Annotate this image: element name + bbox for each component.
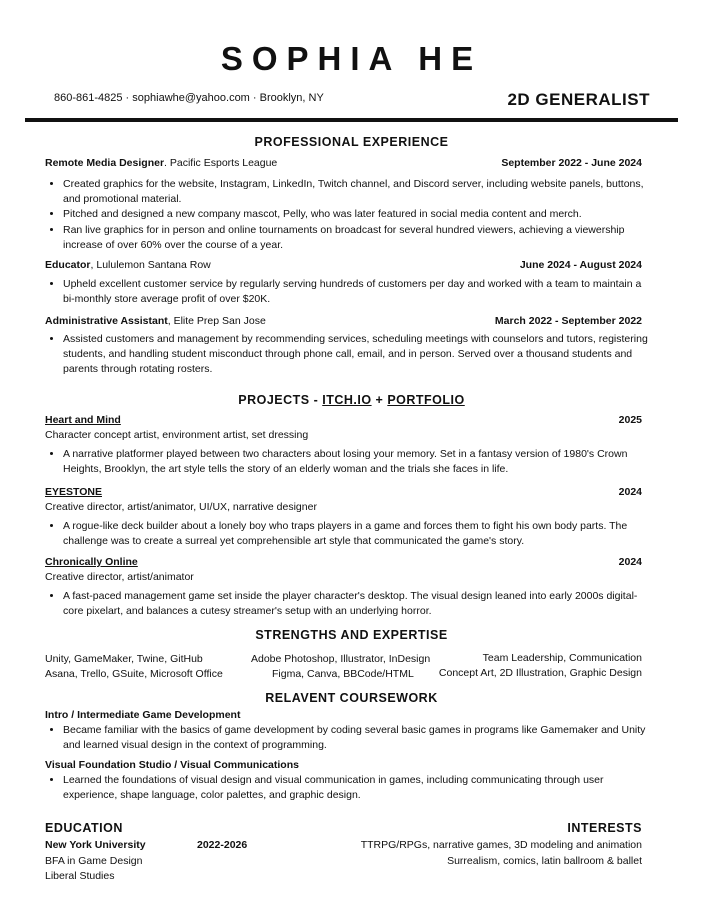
education-degree: BFA in Game Design bbox=[45, 855, 143, 867]
strengths-heading: STRENGTHS AND EXPERTISE bbox=[255, 628, 448, 642]
project-3-header bbox=[45, 556, 642, 568]
job-3-org: , Elite Prep San Jose bbox=[167, 315, 266, 327]
list-item: • Created graphics for the website, Instagram, LinkedIn, Twitch channel, and Discord server, including website panels, buttons, and promotional material. bbox=[63, 177, 653, 207]
list-item: • Assisted customers and management by recommending services, scheduling meetings with counselors and tutors, registering students, and handling student misconduct through phone call, email, and in person. Served over a thousand students and parents through rotating rosters. bbox=[63, 332, 653, 378]
projects-heading-joiner: + bbox=[371, 393, 388, 407]
project-1-title[interactable]: Heart and Mind bbox=[45, 414, 121, 426]
list-item: • A rogue-like deck builder about a lonely boy who traps players in a game and forces them to fight his own body parts. The challenge was to create a surreal yet comprehensible art style that communicated the game's story. bbox=[63, 519, 653, 549]
experience-heading: PROFESSIONAL EXPERIENCE bbox=[254, 135, 449, 149]
interests-line-2: Surrealism, comics, latin ballroom & ballet bbox=[447, 855, 642, 867]
skill-software-1: Unity, GameMaker, Twine, GitHub bbox=[45, 653, 203, 665]
header-divider bbox=[25, 118, 678, 122]
job-1-dates: September 2022 - June 2024 bbox=[501, 157, 642, 169]
job-title: 2D GENERALIST bbox=[507, 90, 650, 109]
list-item: • Learned the foundations of visual design and visual communication in games, including communicating through user experience, shape language, color palettes, and graphic design. bbox=[63, 773, 653, 803]
education-heading: EDUCATION bbox=[45, 821, 123, 835]
job-3-bullets bbox=[45, 332, 653, 378]
project-3-year: 2024 bbox=[618, 556, 642, 568]
course-1-title bbox=[45, 709, 240, 721]
job-3-dates: March 2022 - September 2022 bbox=[494, 315, 642, 327]
list-item: • A narrative platformer played between two characters about losing your memory. Set in a fantasy version of 1980's Crown Heights, Brooklyn, the art style tells the story of an elderly woman and the trials she faces in life. bbox=[63, 447, 653, 477]
education-years-text: 2022-2026 bbox=[197, 839, 248, 851]
itchio-link[interactable]: ITCH.IO bbox=[322, 393, 372, 407]
skill-design-1: Adobe Photoshop, Illustrator, InDesign bbox=[251, 653, 431, 665]
contact-line: 860-861-4825 · sophiawhe@yahoo.com · Brooklyn, NY bbox=[54, 92, 324, 104]
course-2-title bbox=[45, 759, 299, 771]
project-3-title[interactable]: Chronically Online bbox=[45, 556, 138, 568]
list-item: • Pitched and designed a new company mascot, Pelly, who was later featured in social media content and merch. bbox=[63, 207, 653, 222]
project-2-year: 2024 bbox=[618, 486, 642, 498]
list-item: • Became familiar with the basics of game development by coding several basic games in programs like Gamemaker and Unity and learned visual design in the context of programming. bbox=[63, 723, 653, 753]
project-1-header bbox=[45, 414, 642, 426]
skill-soft-2: Concept Art, 2D Illustration, Graphic Design bbox=[438, 667, 642, 679]
job-1-bullets bbox=[45, 177, 653, 253]
job-1-role: Remote Media Designer bbox=[45, 157, 165, 169]
project-1-year: 2025 bbox=[618, 414, 642, 426]
skill-design-2: Figma, Canva, BBCode/HTML bbox=[272, 668, 414, 680]
project-2-bullets bbox=[45, 519, 653, 549]
course-2-title-text: Visual Foundation Studio / Visual Communications bbox=[45, 759, 299, 771]
project-3-roles: Creative director, artist/animator bbox=[45, 571, 194, 583]
education-years bbox=[197, 839, 247, 851]
list-item: • Ran live graphics for in person and online tournaments on broadcast for several hundred viewers, achieving a viewership increase of over 60% over the course of a year. bbox=[63, 223, 653, 253]
job-1-org: . Pacific Esports League bbox=[164, 157, 278, 169]
job-2-dates: June 2024 - August 2024 bbox=[519, 259, 642, 271]
job-3-header bbox=[45, 315, 642, 327]
list-item: • Upheld excellent customer service by regularly serving hundreds of customers per day and worked with a team to maintain a bi-monthly store average profit of over $20K. bbox=[63, 277, 653, 307]
education-school bbox=[45, 839, 146, 851]
course-2-bullets bbox=[45, 773, 653, 803]
coursework-heading: RELAVENT COURSEWORK bbox=[265, 691, 438, 705]
course-1-title-text: Intro / Intermediate Game Development bbox=[45, 709, 241, 721]
course-1-bullets bbox=[45, 723, 653, 753]
projects-heading bbox=[0, 393, 703, 407]
list-item: • A fast-paced management game set inside the player character's desktop. The visual design leaned into early 2000s digital-core pixelart, and balances a cutesy streamer's setup with an underlying horror. bbox=[63, 589, 653, 619]
portfolio-link[interactable]: PORTFOLIO bbox=[387, 393, 465, 407]
job-2-org: , Lululemon Santana Row bbox=[90, 259, 211, 271]
education-school-text: New York University bbox=[45, 839, 146, 851]
project-2-header bbox=[45, 486, 642, 498]
education-minor: Liberal Studies bbox=[45, 870, 115, 882]
project-1-roles: Character concept artist, environment artist, set dressing bbox=[45, 429, 309, 441]
job-1-header bbox=[45, 157, 642, 169]
project-2-roles: Creative director, artist/animator, UI/UX, narrative designer bbox=[45, 501, 317, 513]
project-1-bullets bbox=[45, 447, 653, 477]
skill-software-2: Asana, Trello, GSuite, Microsoft Office bbox=[45, 668, 223, 680]
interests-heading: INTERESTS bbox=[567, 821, 642, 835]
job-2-role: Educator bbox=[45, 259, 91, 271]
skill-soft-1: Team Leadership, Communication bbox=[482, 652, 642, 664]
project-2-title[interactable]: EYESTONE bbox=[45, 486, 102, 498]
job-3-role: Administrative Assistant bbox=[45, 315, 168, 327]
candidate-name: SOPHIA HE bbox=[220, 40, 483, 77]
project-3-bullets bbox=[45, 589, 653, 619]
interests-line-1: TTRPG/RPGs, narrative games, 3D modeling and animation bbox=[360, 839, 642, 851]
projects-heading-label: PROJECTS - bbox=[238, 393, 323, 407]
job-2-bullets bbox=[45, 277, 653, 307]
job-2-header bbox=[45, 259, 642, 271]
